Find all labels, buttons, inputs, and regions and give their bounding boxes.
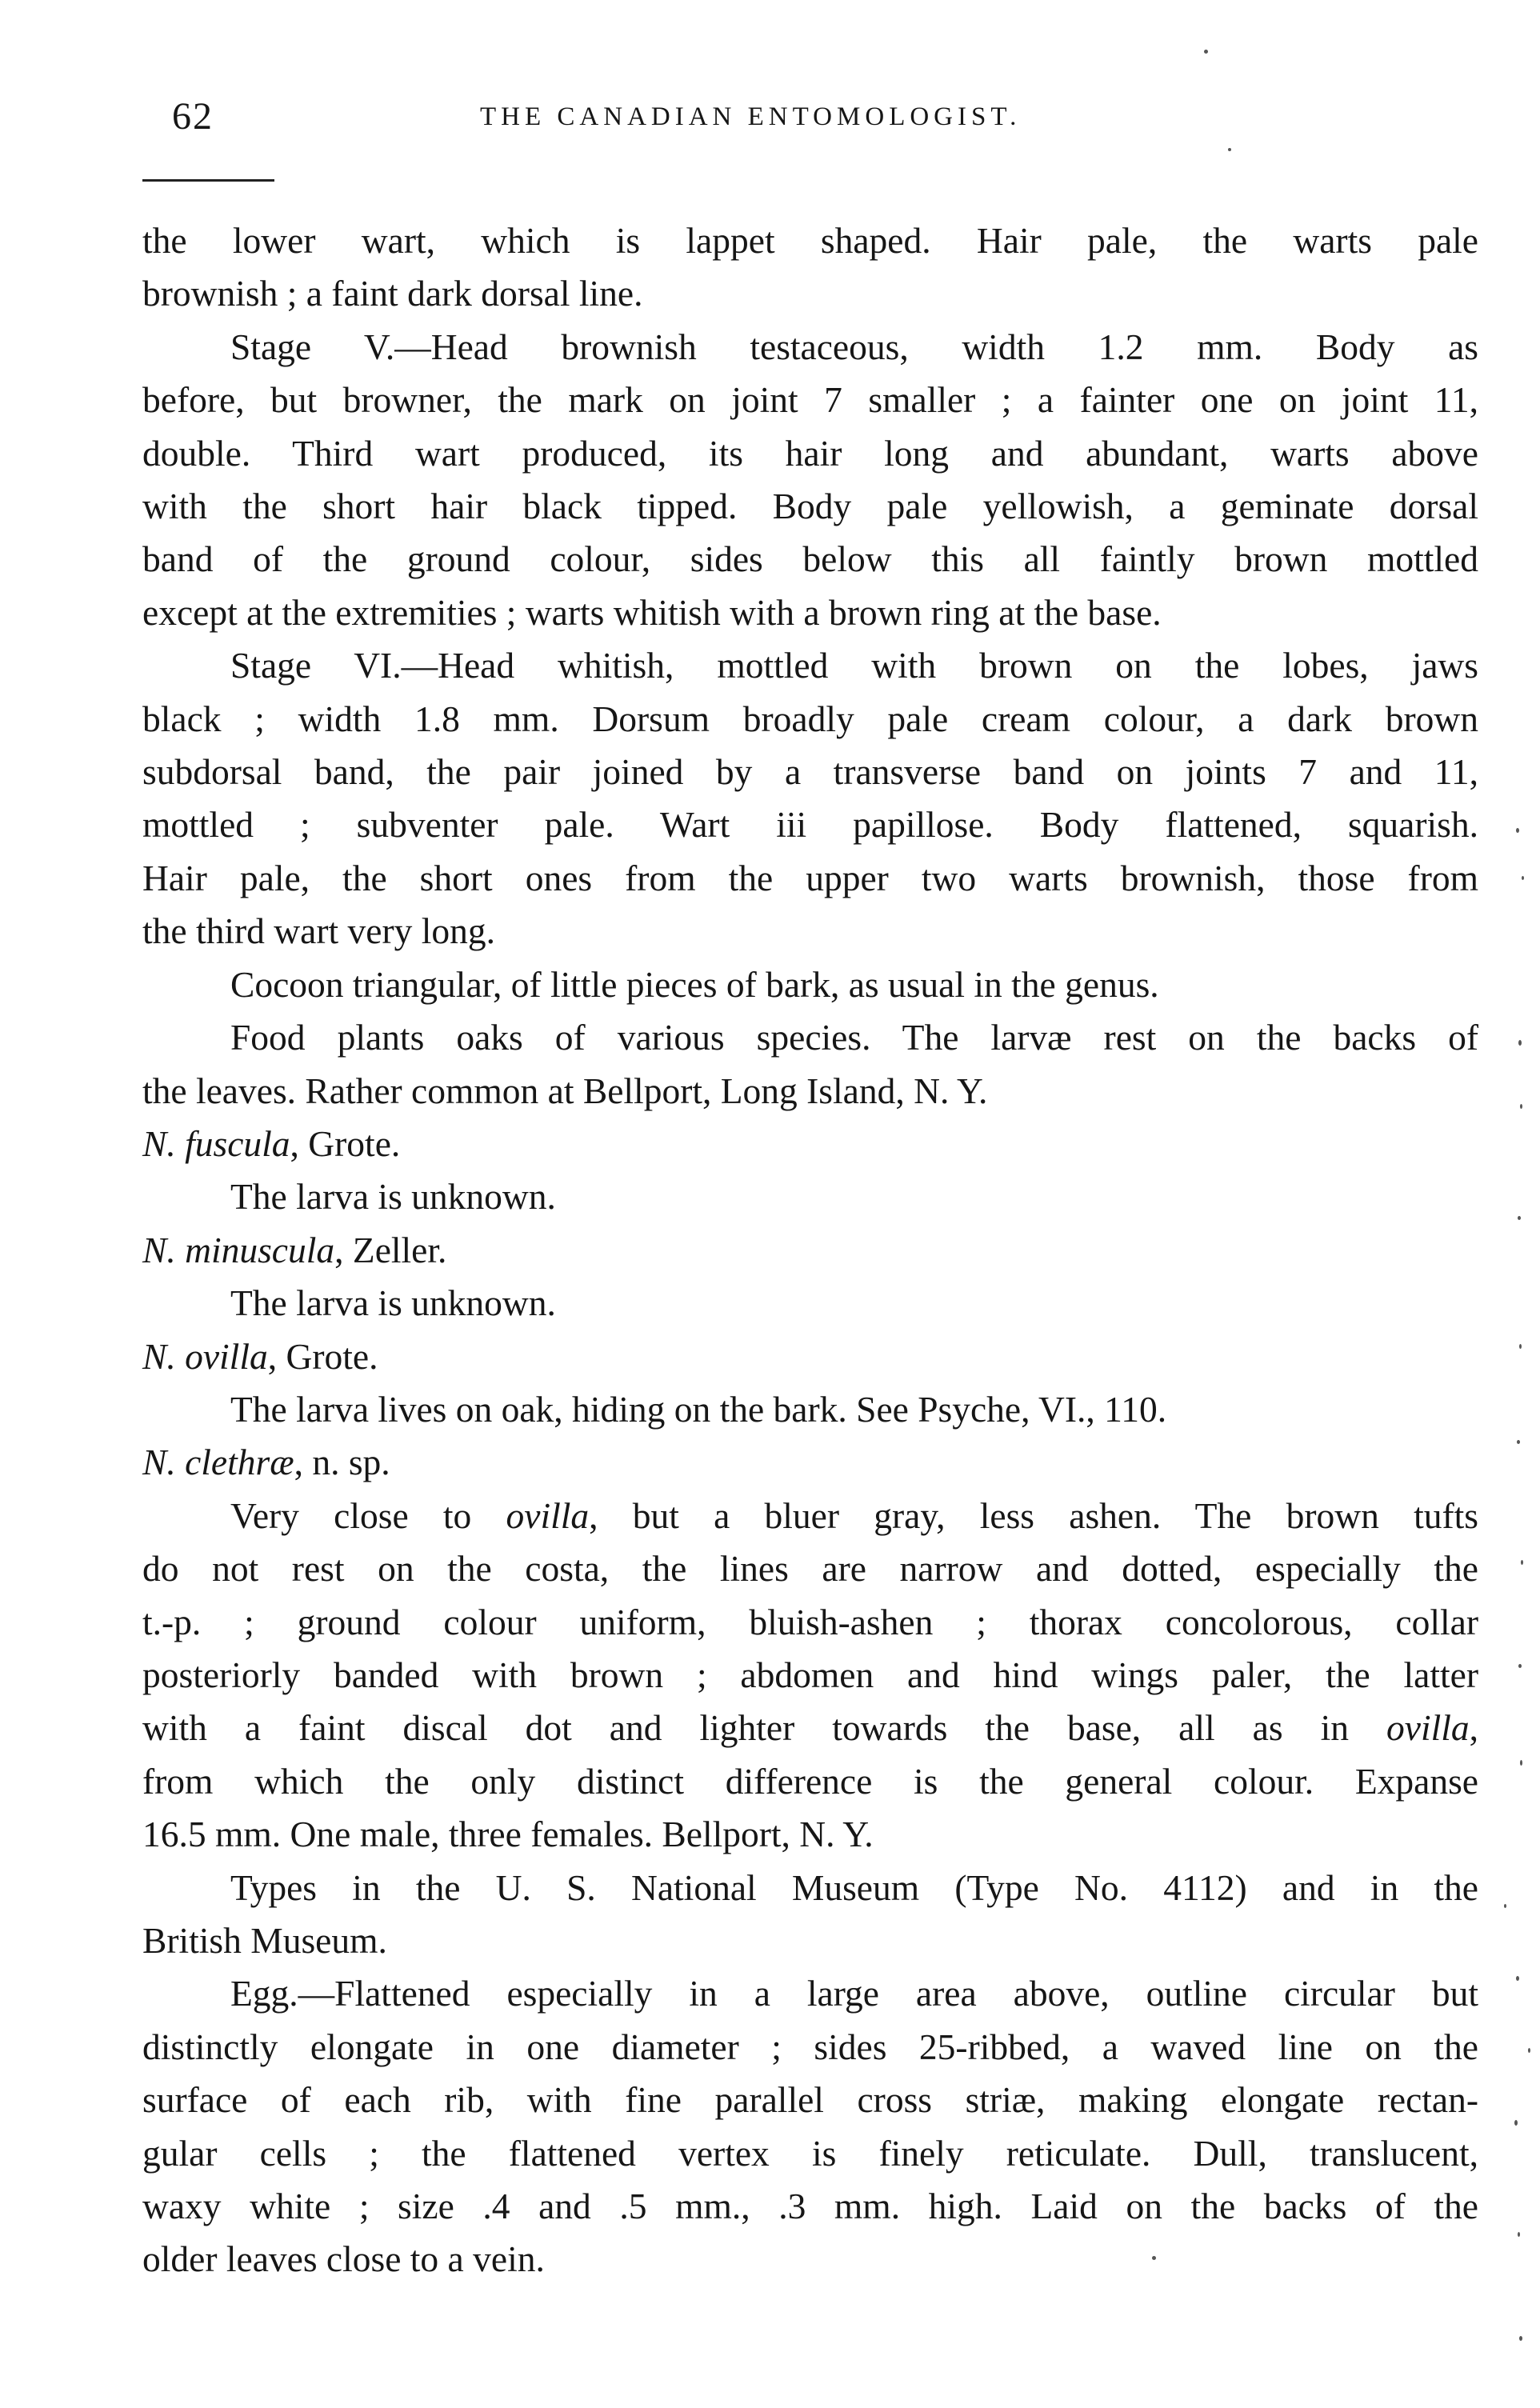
scan-speck <box>1517 1440 1520 1444</box>
text-line: the third wart very long. <box>142 910 495 952</box>
species-author: , Zeller. <box>334 1229 447 1270</box>
text-line: surface of each rib, with fine parallel cross striæ, making elongate rectan- <box>142 2079 1478 2121</box>
text-line: The larva is unknown. <box>230 1282 556 1324</box>
species-heading <box>142 1330 1478 1383</box>
text-line: except at the extremities ; warts whitish with a brown ring at the base. <box>142 591 1162 633</box>
text-line: Stage V.—Head brownish testaceous, width 1.2 mm. Body as <box>230 326 1478 367</box>
text-segment: with a faint discal dot and lighter towards the base, all as in <box>142 1707 1386 1749</box>
text-line: brownish ; a faint dark dorsal line. <box>142 273 643 314</box>
text-line: waxy white ; size .4 and .5 mm., .3 mm. high. Laid on the backs of the <box>142 2186 1478 2227</box>
scan-speck <box>1519 2336 1522 2341</box>
species-heading <box>142 1436 1478 1489</box>
text-line: The larva is unknown. <box>230 1176 556 1218</box>
text-line: Food plants oaks of various species. The larvæ rest on the backs of <box>230 1017 1478 1058</box>
running-head: THE CANADIAN ENTOMOLOGIST. <box>480 102 1022 131</box>
species-heading <box>142 1118 1478 1170</box>
body-text <box>142 214 1478 2286</box>
text-line: subdorsal band, the pair joined by a transverse band on joints 7 and 11, <box>142 751 1478 793</box>
header-rule <box>142 179 274 182</box>
text-line: t.-p. ; ground colour uniform, bluish-ashen ; thorax concolorous, collar <box>142 1601 1478 1642</box>
text-line <box>142 1702 1478 1754</box>
scan-speck <box>1514 2120 1518 2126</box>
scan-speck <box>1528 2048 1530 2053</box>
text-line: posteriorly banded with brown ; abdomen and hind wings paler, the latter <box>142 1654 1478 1695</box>
text-line: with the short hair black tipped. Body pale yellowish, a geminate dorsal <box>142 486 1478 527</box>
scan-speck <box>1204 50 1208 54</box>
text-segment: , but a bluer gray, less ashen. The brown tufts <box>589 1494 1478 1536</box>
scan-speck <box>1516 828 1519 833</box>
species-reference: ovilla <box>1386 1707 1470 1749</box>
species-name: N. minuscula <box>142 1229 335 1270</box>
scan-speck <box>1518 2232 1520 2237</box>
scan-speck <box>1518 1216 1521 1220</box>
scan-speck <box>1504 1904 1506 1908</box>
species-author: , Grote. <box>290 1122 401 1164</box>
scan-speck <box>1152 2256 1156 2260</box>
scan-speck <box>1228 148 1231 151</box>
species-name: N. clethræ <box>142 1442 294 1483</box>
text-line: 16.5 mm. One male, three females. Bellport, N. Y. <box>142 1814 874 1855</box>
text-line: distinctly elongate in one diameter ; sides 25-ribbed, a waved line on the <box>142 2026 1478 2067</box>
scan-speck <box>1519 1344 1522 1349</box>
species-reference: ovilla <box>506 1494 590 1536</box>
text-line: Stage VI.—Head whitish, mottled with brown on the lobes, jaws <box>230 645 1478 686</box>
scan-speck <box>1518 1040 1522 1046</box>
scan-speck <box>1520 1104 1522 1109</box>
text-line: older leaves close to a vein. <box>142 2238 545 2280</box>
text-line: black ; width 1.8 mm. Dorsum broadly pale cream colour, a dark brown <box>142 698 1478 739</box>
scan-speck <box>1516 1976 1519 1981</box>
text-line: double. Third wart produced, its hair long and abundant, warts above <box>142 432 1478 474</box>
text-line: British Museum. <box>142 1920 387 1961</box>
text-segment: , <box>1469 1707 1478 1749</box>
scan-speck <box>1522 876 1524 880</box>
scan-speck <box>1518 1664 1522 1668</box>
species-name: N. ovilla <box>142 1335 268 1377</box>
text-line: before, but browner, the mark on joint 7 smaller ; a fainter one on joint 11, <box>142 379 1478 421</box>
text-line: do not rest on the costa, the lines are narrow and dotted, especially the <box>142 1548 1478 1590</box>
text-line: mottled ; subventer pale. Wart iii papillose. Body flattened, squarish. <box>142 804 1478 846</box>
scan-speck <box>1520 1760 1522 1766</box>
species-heading <box>142 1224 1478 1277</box>
text-segment: Very close to <box>230 1494 506 1536</box>
page-number: 62 <box>172 95 214 138</box>
text-line: Egg.—Flattened especially in a large area above, outline circular but <box>230 1973 1478 2014</box>
text-line: Hair pale, the short ones from the upper two warts brownish, those from <box>142 857 1478 898</box>
text-line: band of the ground colour, sides below this all faintly brown mottled <box>142 538 1478 580</box>
text-line: from which the only distinct difference is the general colour. Expanse <box>142 1760 1478 1802</box>
species-author: , n. sp. <box>294 1442 390 1483</box>
species-name: N. fuscula <box>142 1122 290 1164</box>
text-line: the lower wart, which is lappet shaped. Hair pale, the warts pale <box>142 220 1478 261</box>
text-line: gular cells ; the flattened vertex is finely reticulate. Dull, translucent, <box>142 2132 1478 2174</box>
species-author: , Grote. <box>267 1335 378 1377</box>
scan-speck <box>1521 1560 1523 1565</box>
text-line: the leaves. Rather common at Bellport, Long Island, N. Y. <box>142 1070 988 1111</box>
text-line: The larva lives on oak, hiding on the bark. See Psyche, VI., 110. <box>230 1388 1167 1430</box>
text-line: Types in the U. S. National Museum (Type No. 4112) and in the <box>230 1866 1478 1908</box>
text-line: Cocoon triangular, of little pieces of bark, as usual in the genus. <box>230 963 1159 1005</box>
text-line <box>142 1490 1478 1542</box>
